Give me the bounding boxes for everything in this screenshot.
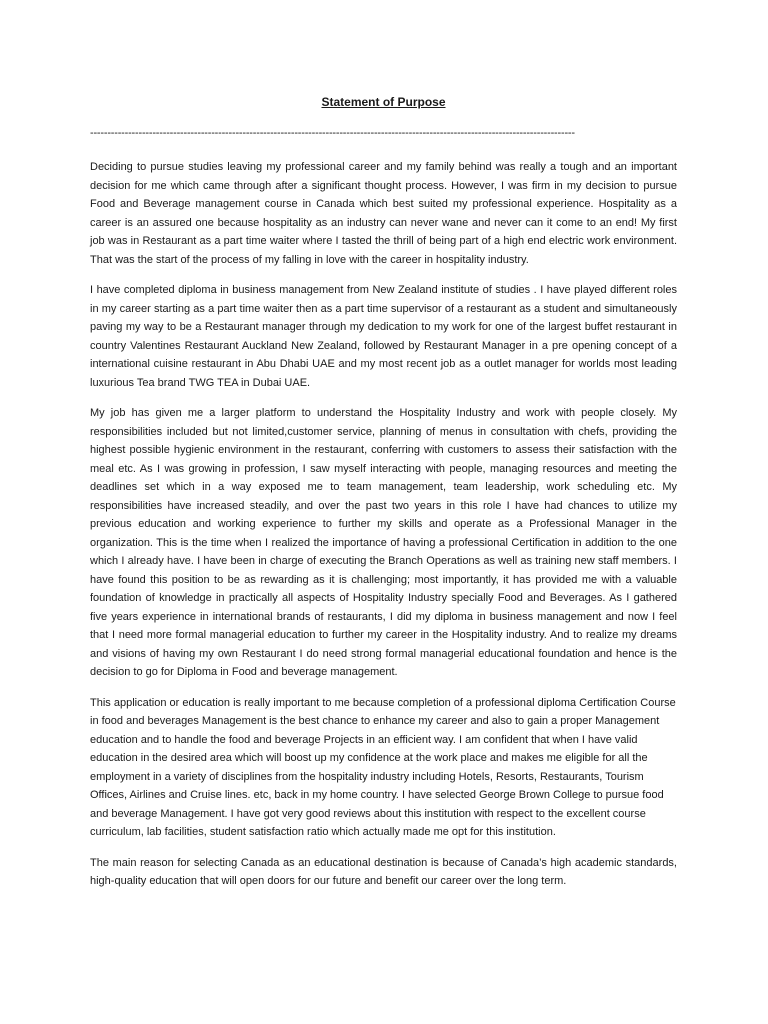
paragraph-1: Deciding to pursue studies leaving my professional career and my family behind was really a tough and an important decision for me which came through after a significant thought process. However, I was firm in my decision to pursue Food and Beverage management course in Canada which best suited my professional experience. Hospitality as a career is an assured one because hospitality as an industry can never wane and never can it come to an end! My first job was in Restaurant as a part time waiter where I tasted the thrill of being part of a high end electric work environment. That was the start of the process of my falling in love with the career in hospitality industry. xyxy=(90,161,677,266)
paragraph-3: My job has given me a larger platform to understand the Hospitality Industry and work with people closely. My responsibilities included but not limited,customer service, planning of menus in consultation with chefs, providing the highest possible hygienic environment in the restaurant, conferring with customers to assess their satisfaction with the meal etc. As I was growing in profession, I saw myself interacting with people, managing resources and meeting the deadlines set which in a way exposed me to team management, team leadership, work scheduling etc. My responsibilities have increased steadily, and over the past two years in this role I have had chances to utilize my previous education and working experience to further my skills and operate as a Professional Manager in the organization. This is the time when I realized the importance of having a professional Certification in addition to the one which I already have. I have been in charge of executing the Branch Operations as well as training new staff members. I have found this position to be as rewarding as it is challenging; most importantly, it has provided me with a valuable foundation of knowledge in practically all aspects of Hospitality Industry specially Food and Beverages. As I gathered five years experience in international brands of restaurants, I did my diploma in business management and now I feel that I need more formal managerial education to further my career in the Hospitality industry. And to realize my dreams and visions of having my own Restaurant I do need strong formal managerial educational foundation and hence is the decision to go for Diploma in Food and beverage management. xyxy=(90,407,677,678)
paragraph-2: I have completed diploma in business management from New Zealand institute of studies . I have played different roles in my career starting as a part time waiter then as a part time supervisor of a restaurant as a student and simultaneously paving my way to be a Restaurant manager through my dedication to my work for one of the largest buffet restaurant in country Valentines Restaurant Auckland New Zealand, followed by Restaurant Manager in a pre opening concept of a international cuisine restaurant in Abu Dhabi UAE and my most recent job as a outlet manager for worlds most leading luxurious Tea brand TWG TEA in Dubai UAE. xyxy=(90,284,677,389)
paragraph-4: This application or education is really important to me because completion of a professional diploma Certification Course in food and beverages Management is the best chance to enhance my career and also to gain a proper Management education and to handle the food and beverage Projects in an efficient way. I am confident that when I have valid education in the desired area which will boost up my confidence at the work place and makes me eligible for all the employment in a variety of disciplines from the hospitality industry including Hotels, Resorts, Restaurants, Tourism Offices, Airlines and Cruise lines. etc, back in my home country. I have selected George Brown College to pursue food and beverage Management. I have got very good reviews about this institution with respect to the excellent course curriculum, lab facilities, student satisfaction ratio which actually made me opt for this institution. xyxy=(90,696,676,838)
paragraph-5: The main reason for selecting Canada as an educational destination is because of Canada’s high academic standards, high-quality education that will open doors for our future and benefit our career over the long term. xyxy=(90,856,677,887)
document-title: Statement of Purpose xyxy=(321,95,446,109)
separator-line: -------------------------------------------------------------------------------------------------------------------------------------------- xyxy=(90,127,575,139)
document-page xyxy=(90,94,677,903)
